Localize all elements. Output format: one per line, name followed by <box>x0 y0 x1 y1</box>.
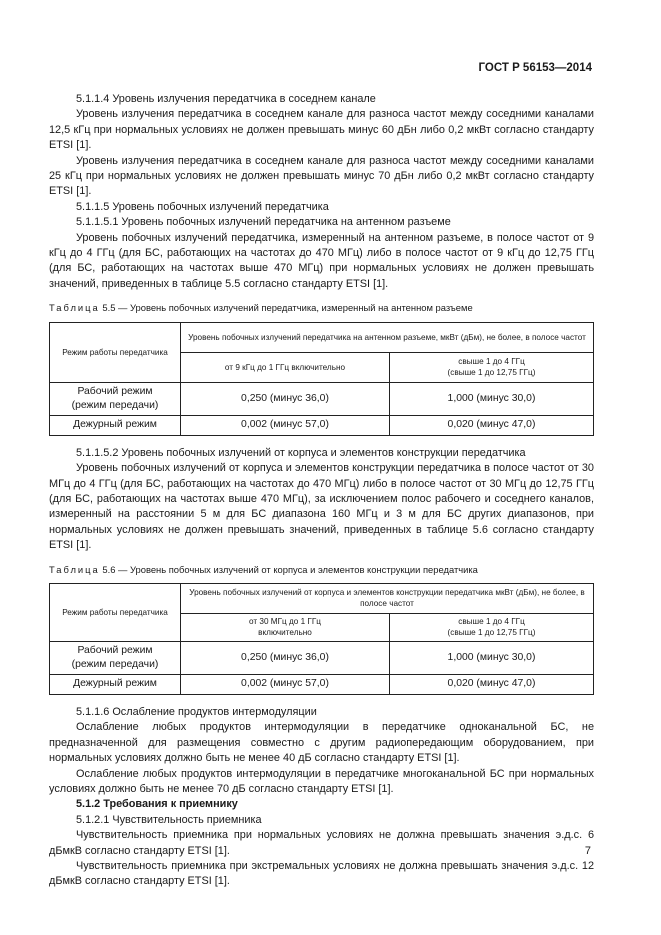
paragraph: Уровень побочных излучений от корпуса и элементов конструкции передатчика в полосе частот от 30 МГц до 4 ГГц (для БС, работающих на частотах до 470 МГц) либо в полосе частот от 30 МГц до 12,75 ГГц (для БС, работающих на частотах выше 470 МГц), за исключением полос рабочего и соседнего каналов, измеренный на расстоянии 5 м для БС диапазона 160 МГц и 3 м для БС других диапазонов, при нормальных условиях не должен превышать значений, приведенных в таблице 5.6 согласно стандарту ETSI [1]. <box>49 462 594 552</box>
column-header-high-band-line1: свыше 1 до 4 ГГц <box>458 357 525 367</box>
paragraph: Чувствительность приемника при нормальных условиях не должна превышать значения э.д.с. 6 дБмкВ согласно стандарту ETSI [1]. <box>49 829 594 857</box>
section-heading-bold: 5.1.2 Требования к приемнику <box>76 798 238 811</box>
column-header-high-band-line2: (свыше 1 до 12,75 ГГц) <box>447 368 536 378</box>
column-header-low-band-line1: от 30 МГц до 1 ГГц <box>249 617 321 627</box>
row-mode-line2: (режим передачи) <box>71 658 159 670</box>
section-heading: 5.1.1.5 Уровень побочных излучений передатчика <box>76 200 329 213</box>
page-content <box>49 92 594 890</box>
column-header-high-band <box>390 613 594 641</box>
table-caption-text: 5.6 — Уровень побочных излучений от корпуса и элементов конструкции передатчика <box>102 563 478 575</box>
table-cell: 0,020 (минус 47,0) <box>390 674 594 694</box>
table-5-5 <box>49 322 594 436</box>
row-mode-standby: Дежурный режим <box>50 415 181 435</box>
document-id: ГОСТ Р 56153—2014 <box>478 62 592 74</box>
column-header-high-band <box>390 352 594 382</box>
page-number: 7 <box>584 845 591 857</box>
row-mode-operating <box>50 382 181 415</box>
paragraph: Уровень излучения передатчика в соседнем канале для разноса частот между соседними каналами 12,5 кГц при нормальных условиях не должен превышать минус 60 дБн либо 0,2 мкВт согласно стандарту ETSI [1]. <box>49 108 594 152</box>
row-mode-line1: Рабочий режим <box>77 385 153 397</box>
table-cell: 1,000 (минус 30,0) <box>390 382 594 415</box>
paragraph: Уровень излучения передатчика в соседнем канале для разноса частот между соседними каналами 25 кГц при нормальных условиях не должен превышать минус 70 дБн либо 0,2 мкВт согласно стандарту ETSI [1]. <box>49 154 594 198</box>
row-mode-standby: Дежурный режим <box>50 674 181 694</box>
section-heading: 5.1.1.5.1 Уровень побочных излучений передатчика на антенном разъеме <box>76 216 451 229</box>
table-cell: 0,002 (минус 57,0) <box>181 415 390 435</box>
column-header-mode: Режим работы передатчика <box>50 322 181 382</box>
table-cell: 0,020 (минус 47,0) <box>390 415 594 435</box>
column-header-low-band: от 9 кГц до 1 ГГц включительно <box>181 352 390 382</box>
table-caption <box>49 562 594 577</box>
column-header-group: Уровень побочных излучений от корпуса и элементов конструкции передатчика мкВт (дБм), не более, в полосе частот <box>181 583 594 613</box>
table-caption-text: 5.5 — Уровень побочных излучений передатчика, измеренный на антенном разъеме <box>102 302 473 314</box>
row-mode-line2: (режим передачи) <box>71 399 159 411</box>
row-mode-line1: Рабочий режим <box>77 644 153 656</box>
table-label: Таблица <box>49 302 100 314</box>
table-caption <box>49 300 594 315</box>
column-header-mode: Режим работы передатчика <box>50 583 181 641</box>
paragraph: Уровень побочных излучений передатчика, измеренный на антенном разъеме, в полосе частот от 9 кГц до 4 ГГц (для БС, работающих на частотах до 470 МГц) либо в полосе частот от 9 кГц до 12,75 ГГц (для БС, работающих на частотах выше 470 МГц) при нормальных условиях не должен превышать значений, приведенных в таблице 5.5 согласно стандарту ETSI [1]. <box>49 231 594 290</box>
paragraph: Чувствительность приемника при экстремальных условиях не должна превышать значения э.д.с. 12 дБмкВ согласно стандарту ETSI [1]. <box>49 860 594 888</box>
table-5-6 <box>49 583 594 695</box>
column-header-low-band-line2: включительно <box>258 628 312 638</box>
column-header-group: Уровень побочных излучений передатчика на антенном разъеме, мкВт (дБм), не более, в полосе частот <box>181 322 594 352</box>
paragraph: Ослабление любых продуктов интермодуляции в передатчике многоканальной БС при нормальных условиях должно быть не менее 70 дБ согласно стандарту ETSI [1]. <box>49 767 594 795</box>
table-cell: 0,250 (минус 36,0) <box>181 382 390 415</box>
section-heading: 5.1.1.5.2 Уровень побочных излучений от корпуса и элементов конструкции передатчика <box>76 446 526 459</box>
table-cell: 0,002 (минус 57,0) <box>181 674 390 694</box>
column-header-high-band-line1: свыше 1 до 4 ГГц <box>458 617 525 627</box>
row-mode-operating <box>50 641 181 674</box>
section-heading: 5.1.1.6 Ослабление продуктов интермодуляции <box>76 705 317 718</box>
paragraph: Ослабление любых продуктов интермодуляции в передатчике одноканальной БС, не предназначенной для размещения совместно с другим радиопередающим оборудованием, при нормальных условиях должно быть не менее 40 дБ согласно стандарту ETSI [1]. <box>49 721 594 765</box>
table-cell: 0,250 (минус 36,0) <box>181 641 390 674</box>
table-label: Таблица <box>49 563 100 575</box>
table-cell: 1,000 (минус 30,0) <box>390 641 594 674</box>
column-header-high-band-line2: (свыше 1 до 12,75 ГГц) <box>447 628 536 638</box>
column-header-low-band <box>181 613 390 641</box>
section-heading: 5.1.1.4 Уровень излучения передатчика в соседнем канале <box>76 93 376 105</box>
section-heading: 5.1.2.1 Чувствительность приемника <box>76 813 262 826</box>
